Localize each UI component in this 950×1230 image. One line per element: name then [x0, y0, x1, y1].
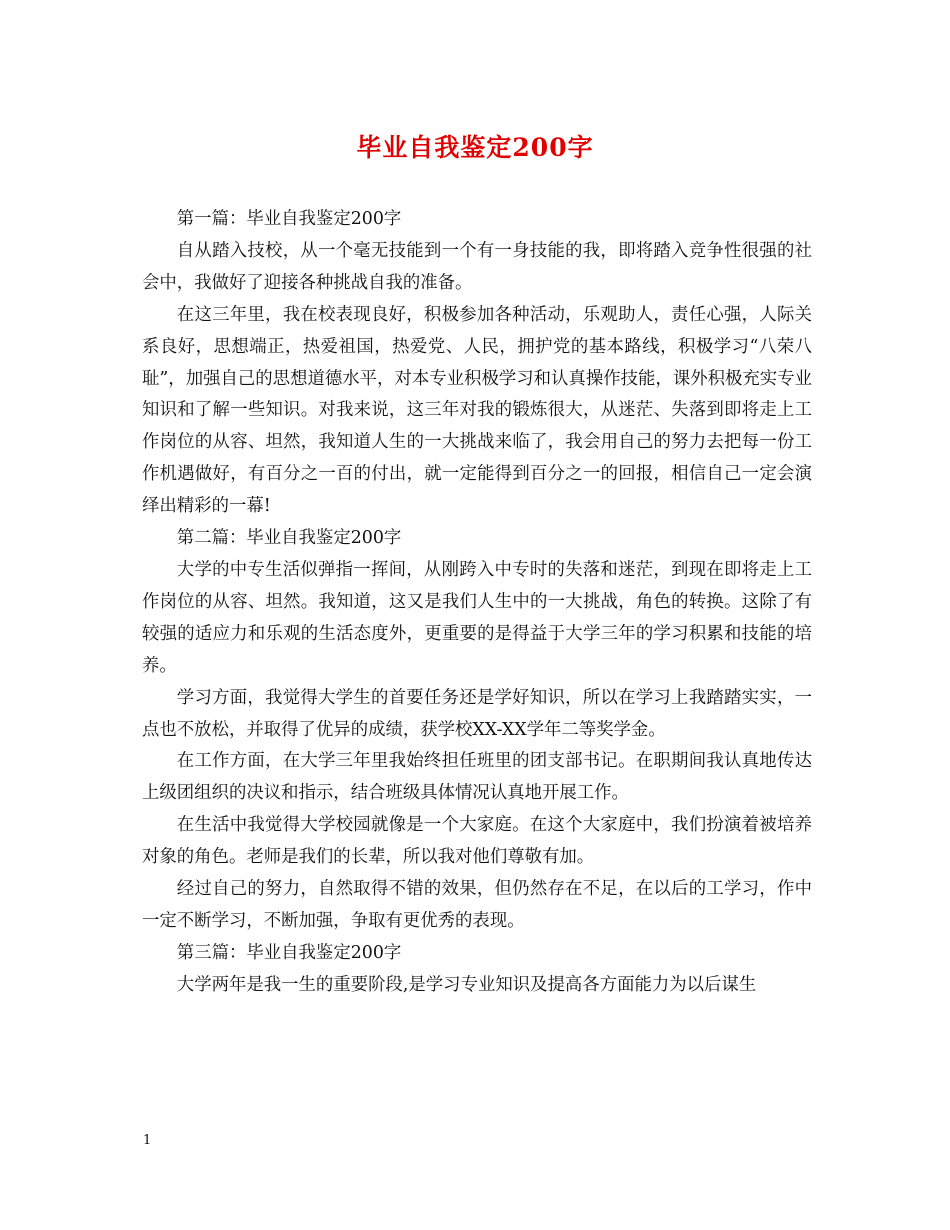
section-heading-2: 第二篇：毕业自我鉴定200字 — [176, 528, 402, 549]
paragraph: 自从踏入技校，从一个毫无技能到一个有一身技能的我，即将踏入竞争性很强的社会中，我做好了迎接各种挑战自我的准备。 — [142, 240, 812, 293]
page-number: 1 — [143, 1133, 152, 1148]
section-heading-3: 第三篇：毕业自我鉴定200字 — [176, 942, 402, 963]
document-body — [142, 204, 812, 1002]
document-title: 毕业自我鉴定200字 — [356, 133, 594, 162]
section-heading-1: 第一篇：毕业自我鉴定200字 — [176, 209, 402, 229]
paragraph: 学习方面，我觉得大学生的首要任务还是学好知识，所以在学习上我踏踏实实，一点也不放松，并取得了优异的成绩，获学校XX-XX学年二等奖学金。 — [142, 687, 812, 740]
paragraph: 大学的中专生活似弹指一挥间，从刚跨入中专时的失落和迷茫，到现在即将走上工作岗位的从容、坦然。我知道，这又是我们人生中的一大挑战，角色的转换。这除了有较强的适应力和乐观的生活态度外，更重要的是得益于大学三年的学习积累和技能的培养。 — [142, 559, 812, 676]
paragraph: 大学两年是我一生的重要阶段,是学习专业知识及提高各方面能力为以后谋生 — [176, 974, 757, 995]
paragraph: 在生活中我觉得大学校园就像是一个大家庭。在这个大家庭中，我们扮演着被培养对象的角色。老师是我们的长辈，所以我对他们尊敬有加。 — [142, 815, 812, 868]
paragraph: 经过自己的努力，自然取得不错的效果，但仍然存在不足，在以后的工学习，作中一定不断学习，不断加强，争取有更优秀的表现。 — [142, 879, 812, 931]
paragraph: 在这三年里，我在校表现良好，积极参加各种活动，乐观助人，责任心强，人际关系良好，思想端正，热爱祖国，热爱党、人民，拥护党的基本路线，积极学习“八荣八耻”，加强自己的思想道德水平，对本专业积极学习和认真操作技能，课外积极充实专业知识和了解一些知识。对我来说，这三年对我的锻炼很大，从迷茫、失落到即将走上工作岗位的从容、坦然，我知道人生的一大挑战来临了，我会用自己的努力去把每一份工作机遇做好，有百分之一百的付出，就一定能得到百分之一的回报，相信自己一定会演绎出精彩的一幕! — [142, 304, 812, 517]
paragraph: 在工作方面，在大学三年里我始终担任班里的团支部书记。在职期间我认真地传达上级团组织的决议和指示，结合班级具体情况认真地开展工作。 — [142, 751, 812, 804]
